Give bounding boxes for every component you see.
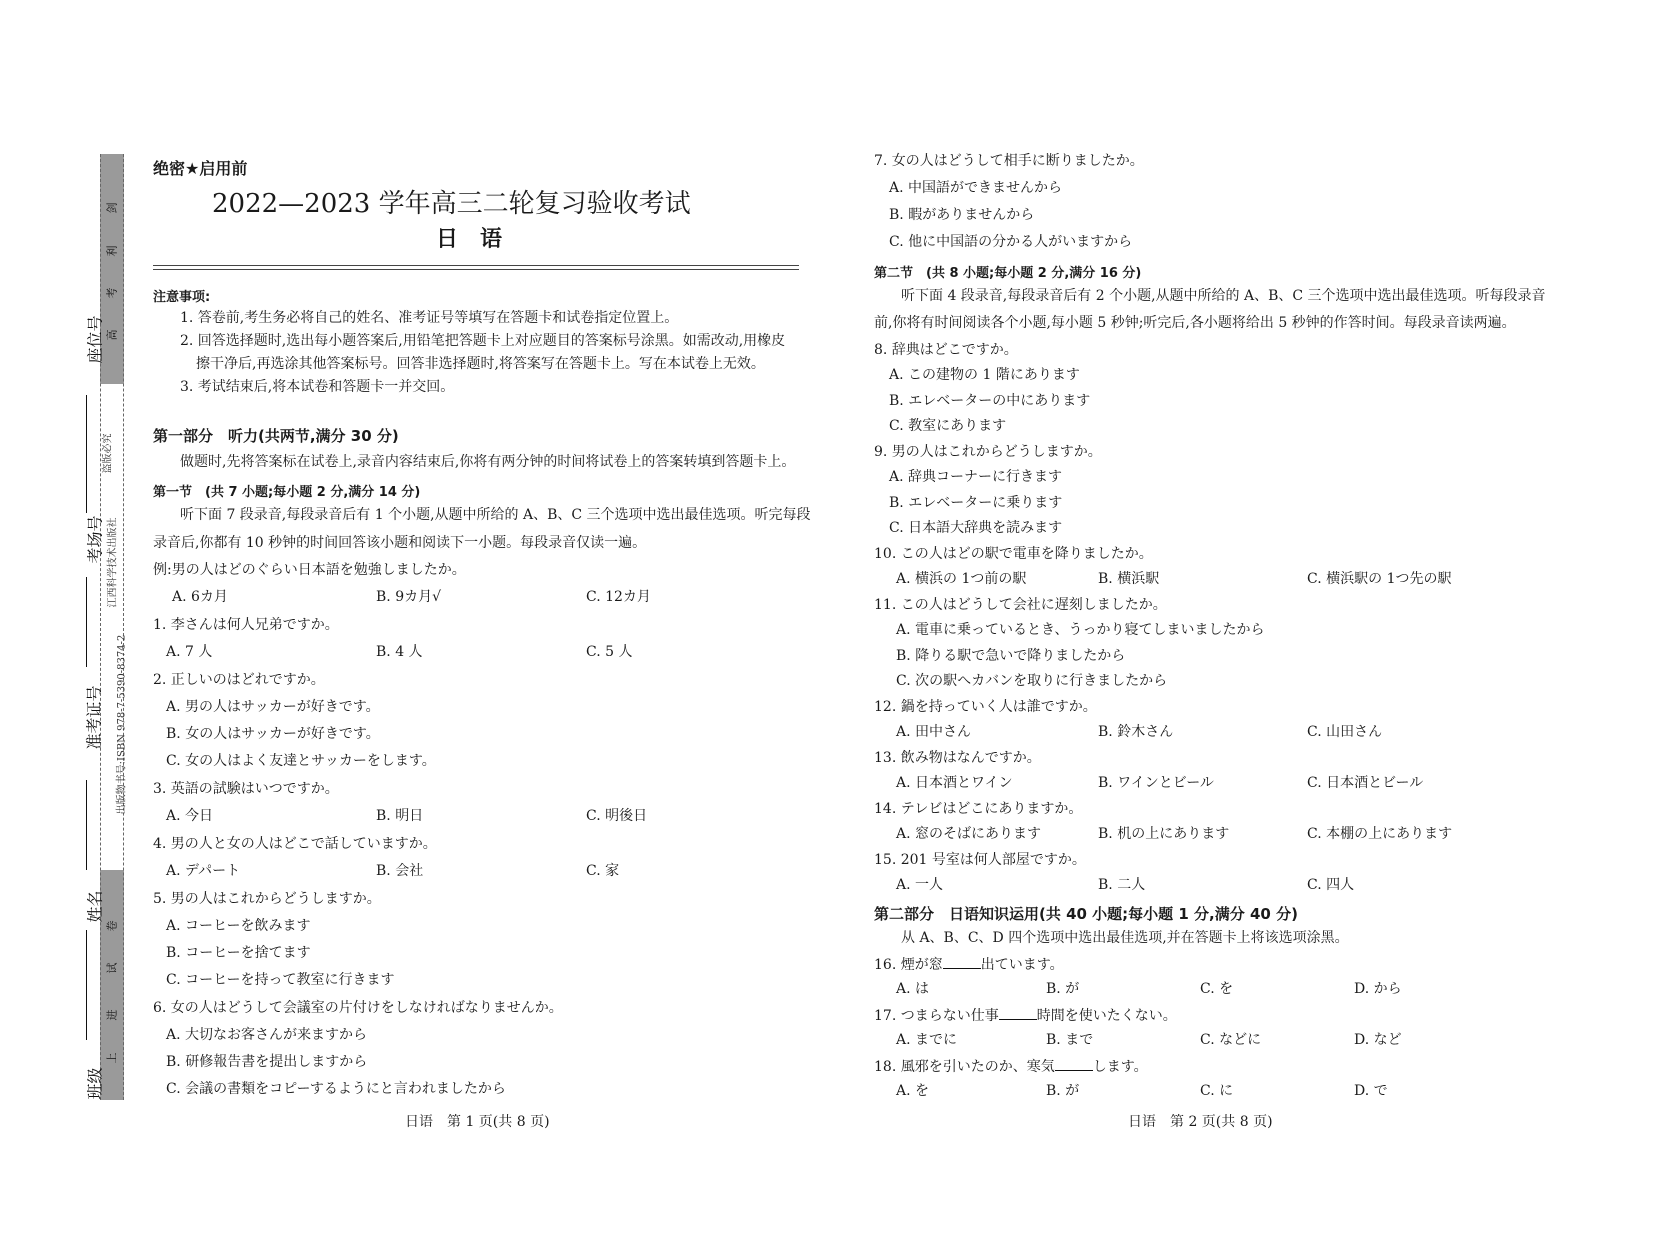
option: C. 日本酒とビール — [1307, 775, 1424, 791]
page-footer-left: 日语 第 1 页(共 8 页) — [405, 1114, 550, 1130]
question-stem: 11. この人はどうして会社に遅刻しましたか。 — [874, 597, 1167, 613]
option: C. 教室にあります — [889, 418, 1007, 434]
question-stem: 4. 男の人と女の人はどこで話していますか。 — [153, 836, 437, 852]
part1-heading: 第一部分 听力(共两节,满分 30 分) — [153, 427, 399, 445]
notice-item: 1. 答卷前,考生务必将自己的姓名、准考证号等填写在答题卡和试卷指定位置上。 — [180, 310, 679, 326]
option: B. 二人 — [1098, 877, 1146, 893]
stem-text: 出ています。 — [980, 957, 1064, 973]
option: B. まで — [1046, 1032, 1094, 1048]
answer-blank — [943, 956, 981, 969]
option: B. 暇がありませんから — [889, 207, 1035, 223]
option: C. を — [1200, 981, 1234, 997]
strip-glyph: 进 — [105, 1009, 119, 1021]
option: C. 山田さん — [1307, 724, 1383, 740]
option: D. から — [1354, 981, 1402, 997]
question-stem — [874, 1007, 1177, 1023]
page-footer-right: 日语 第 2 页(共 8 页) — [1128, 1114, 1273, 1130]
question-stem: 7. 女の人はどうして相手に断りましたか。 — [874, 153, 1144, 169]
answer-blank — [1055, 1058, 1093, 1071]
option: B. 鈴木さん — [1098, 724, 1174, 740]
section1-heading: 第一节 (共 7 小题;每小题 2 分,满分 14 分) — [153, 485, 421, 500]
question-stem: 9. 男の人はこれからどうしますか。 — [874, 444, 1102, 460]
field-line — [86, 395, 87, 513]
part1-intro: 做题时,先将答案标在试卷上,录音内容结束后,你将有两分钟的时间将试卷上的答案转填到答题卡上。 — [180, 454, 796, 470]
option: A. 辞典コーナーに行きます — [889, 469, 1063, 485]
question-stem: 6. 女の人はどうして会議室の片付けをしなければなりませんか。 — [153, 1000, 563, 1016]
strip-glyph: 卷 — [105, 920, 119, 932]
question-stem: 例:男の人はどのぐらい日本語を勉強しましたか。 — [153, 562, 466, 578]
question-stem: 1. 李さんは何人兄弟ですか。 — [153, 617, 339, 633]
question-stem: 15. 201 号室は何人部屋ですか。 — [874, 852, 1086, 868]
notice-item: 擦干净后,再选涂其他答案标号。回答非选择题时,将答案写在答题卡上。写在本试卷上无效。 — [196, 356, 765, 372]
option: A. デパート — [166, 863, 241, 879]
question-stem — [874, 1058, 1148, 1074]
option: C. 5 人 — [586, 644, 633, 660]
section2-heading: 第二节 (共 8 小题;每小题 2 分,满分 16 分) — [874, 266, 1142, 281]
option: B. 会社 — [376, 863, 424, 879]
option: C. 会議の書類をコピーするようにと言われましたから — [166, 1081, 506, 1097]
question-stem: 3. 英語の試験はいつですか。 — [153, 781, 339, 797]
option: A. までに — [896, 1032, 958, 1048]
option: A. 日本酒とワイン — [896, 775, 1013, 791]
section2-intro: 前,你将有时间阅读各个小题,每小题 5 秒钟;听完后,各小题将给出 5 秒钟的作答时间。每段录音读两遍。 — [874, 315, 1516, 331]
option: B. 机の上にあります — [1098, 826, 1230, 842]
question-stem: 2. 正しいのはどれですか。 — [153, 672, 325, 688]
option: A. を — [896, 1083, 930, 1099]
field-seat-number: 座位号 — [85, 315, 105, 364]
strip-glyph: 上 — [105, 1052, 119, 1064]
strip-glyph: 高 — [105, 329, 119, 341]
option: B. ワインとビール — [1098, 775, 1214, 791]
field-name: 姓名 — [85, 890, 105, 923]
option: A. 大切なお客さんが来ますから — [166, 1027, 368, 1043]
field-line — [86, 577, 87, 667]
notice-heading: 注意事项: — [153, 290, 211, 305]
option: B. 降りる駅で急いで降りましたから — [896, 648, 1126, 664]
option: A. 電車に乗っているとき、うっかり寝てしまいましたから — [896, 622, 1265, 638]
option: B. が — [1046, 981, 1080, 997]
option: D. など — [1354, 1032, 1402, 1048]
field-exam-room: 考场号 — [85, 515, 105, 564]
option: B. 9カ月√ — [376, 589, 442, 605]
option: B. コーヒーを捨てます — [166, 945, 311, 961]
option: C. 本棚の上にあります — [1307, 826, 1453, 842]
option: C. 四人 — [1307, 877, 1355, 893]
title-rule — [153, 265, 799, 270]
strip-glyph: 考 — [105, 287, 119, 299]
option: B. エレベーターの中にあります — [889, 393, 1091, 409]
answer-blank — [999, 1007, 1037, 1020]
option: C. 日本語大辞典を読みます — [889, 520, 1063, 536]
field-line — [86, 930, 87, 1040]
question-stem — [874, 956, 1064, 972]
question-stem: 13. 飲み物はなんですか。 — [874, 750, 1041, 766]
question-stem: 5. 男の人はこれからどうしますか。 — [153, 891, 381, 907]
subject-title: 日 语 — [436, 227, 503, 252]
option: A. 一人 — [896, 877, 944, 893]
option: C. 横浜駅の 1つ先の駅 — [1307, 571, 1452, 587]
option: B. が — [1046, 1083, 1080, 1099]
section1-intro: 录音后,你都有 10 秒钟的时间回答该小题和阅读下一小题。每段录音仅读一遍。 — [153, 535, 647, 551]
secret-label: 绝密★启用前 — [153, 159, 248, 178]
question-stem: 14. テレビはどこにありますか。 — [874, 801, 1083, 817]
notice-item: 3. 考试结束后,将本试卷和答题卡一并交回。 — [180, 379, 455, 395]
option: A. 7 人 — [166, 644, 213, 660]
question-stem: 10. この人はどの駅で電車を降りましたか。 — [874, 546, 1153, 562]
option: A. この建物の 1 階にあります — [889, 367, 1080, 383]
strip-glyph: 利 — [105, 245, 119, 257]
option: D. で — [1354, 1083, 1388, 1099]
exam-title: 2022—2023 学年高三二轮复习验收考试 — [212, 189, 691, 219]
option: B. 女の人はサッカーが好きです。 — [166, 726, 380, 742]
section2-intro: 听下面 4 段录音,每段录音后有 2 个小题,从题中所给的 A、B、C 三个选项中选出最佳选项。听每段录音 — [901, 288, 1546, 304]
option: C. 次の駅へカバンを取りに行きましたから — [896, 673, 1168, 689]
option: A. 中国語ができませんから — [889, 180, 1063, 196]
option: C. 12カ月 — [586, 589, 651, 605]
option: A. 田中さん — [896, 724, 972, 740]
field-admission-number: 准考证号 — [84, 685, 104, 750]
option: B. 4 人 — [376, 644, 423, 660]
option: A. 横浜の 1つ前の駅 — [896, 571, 1027, 587]
piracy-notice: 盗版必究 — [102, 433, 114, 474]
option: C. コーヒーを持って教室に行きます — [166, 972, 395, 988]
strip-glyph: 剑 — [105, 202, 119, 214]
option: B. 横浜駅 — [1098, 571, 1160, 587]
notice-item: 2. 回答选择题时,选出每小题答案后,用铅笔把答题卡上对应题目的答案标号涂黑。如需改动,用橡皮 — [180, 333, 786, 349]
publisher-name: 江西科学技术出版社 — [107, 517, 119, 608]
option: C. 明後日 — [586, 808, 648, 824]
option: A. 窓のそばにあります — [896, 826, 1042, 842]
stem-text: 17. つまらない仕事 — [874, 1008, 999, 1024]
stem-text: 18. 風邪を引いたのか、寒気 — [874, 1059, 1055, 1075]
part2-intro: 从 A、B、C、D 四个选项中选出最佳选项,并在答题卡上将该选项涂黑。 — [901, 930, 1349, 946]
stem-text: します。 — [1092, 1059, 1148, 1075]
option: A. 6カ月 — [172, 589, 228, 605]
option: C. に — [1200, 1083, 1234, 1099]
field-class: 班级 — [85, 1067, 105, 1100]
question-stem: 12. 鍋を持っていく人は誰ですか。 — [874, 699, 1097, 715]
option: A. は — [896, 981, 930, 997]
option: A. 今日 — [166, 808, 214, 824]
option: C. 他に中国語の分かる人がいますから — [889, 234, 1133, 250]
option: C. 女の人はよく友達とサッカーをします。 — [166, 753, 436, 769]
question-stem: 8. 辞典はどこですか。 — [874, 342, 1018, 358]
option: A. 男の人はサッカーが好きです。 — [166, 699, 380, 715]
isbn-text: 出版物书号:ISBN 978-7-5390-8374-2 — [116, 634, 128, 815]
field-line — [86, 780, 87, 870]
option: C. などに — [1200, 1032, 1262, 1048]
option: A. コーヒーを飲みます — [166, 918, 311, 934]
option: B. 明日 — [376, 808, 424, 824]
option: C. 家 — [586, 863, 620, 879]
stem-text: 16. 煙が窓 — [874, 957, 943, 973]
part2-heading: 第二部分 日语知识运用(共 40 小题;每小题 1 分,满分 40 分) — [874, 905, 1298, 923]
section1-intro: 听下面 7 段录音,每段录音后有 1 个小题,从题中所给的 A、B、C 三个选项中选出最佳选项。听完每段 — [180, 507, 811, 523]
option: B. 研修報告書を提出しますから — [166, 1054, 368, 1070]
strip-glyph: 试 — [105, 962, 119, 974]
option: B. エレベーターに乗ります — [889, 495, 1063, 511]
stem-text: 時間を使いたくない。 — [1036, 1008, 1177, 1024]
